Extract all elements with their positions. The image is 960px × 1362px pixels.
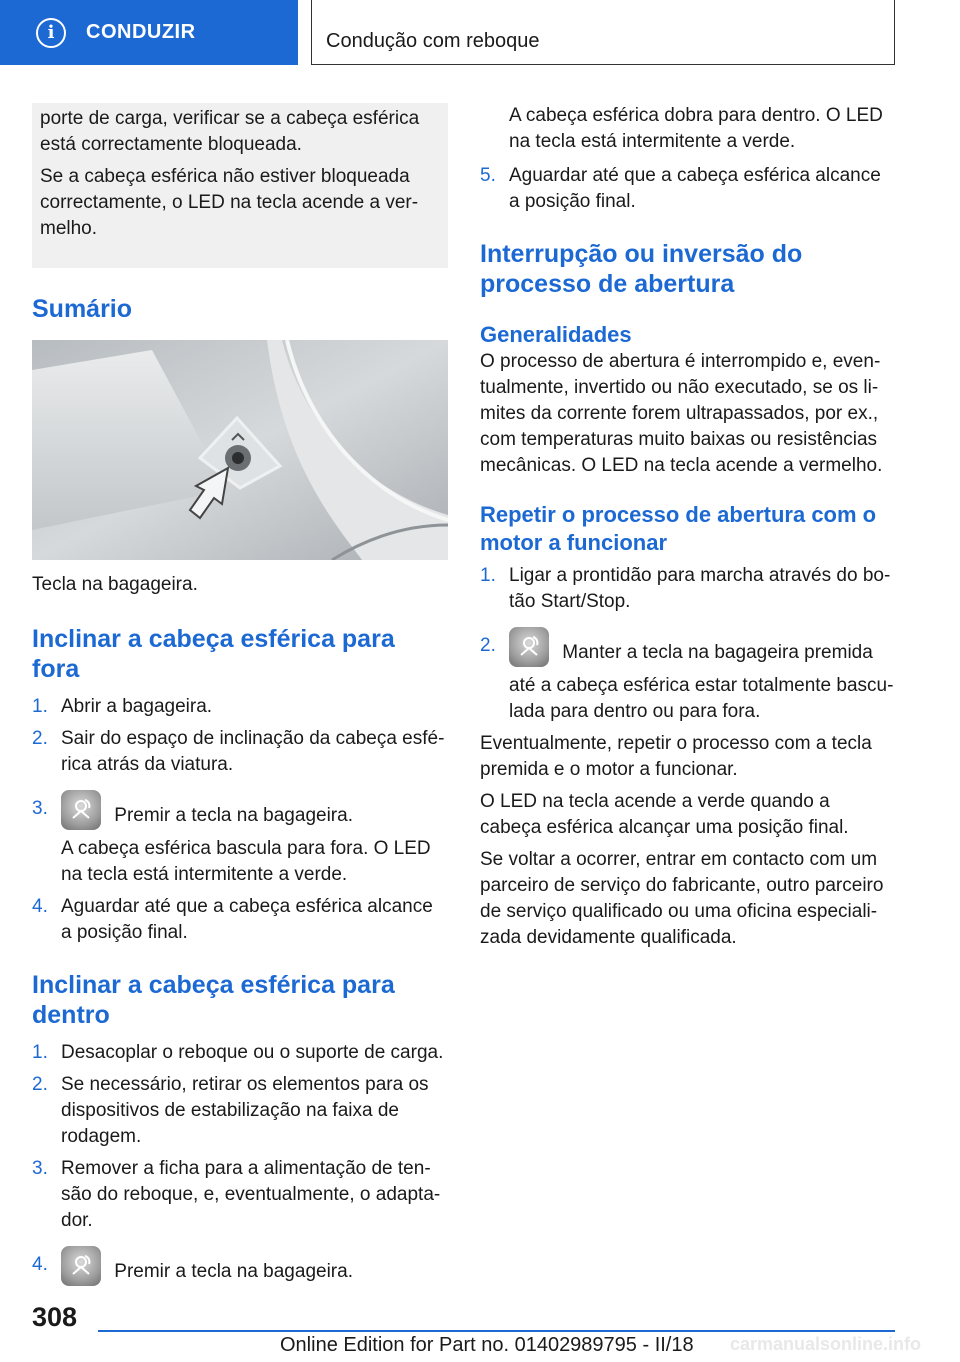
- edition-text: Online Edition for Part no. 01402989795 - II/18: [280, 1334, 694, 1356]
- list-item: 4. Premir a tecla na bagageira.: [32, 1252, 448, 1292]
- section-tab[interactable]: [0, 0, 298, 65]
- fold-out-heading: Inclinar a cabeça esférica para fora: [32, 625, 395, 683]
- page-number: 308: [32, 1302, 78, 1332]
- ball-head-button-icon: [509, 627, 549, 667]
- left-column: [32, 103, 448, 1298]
- trunk-button-illustration: [32, 340, 448, 560]
- trunk-button-photo: [32, 340, 448, 560]
- list-item: 2. Se necessário, retirar os elementos para os dispositivos de estabilização na faixa de rodagem.: [32, 1074, 429, 1147]
- paragraph: Se voltar a ocorrer, entrar em contacto com um parceiro de serviço do fabricante, outro parceiro de serviço qualificado ou uma oficina especializada devidamente qualificada.: [480, 849, 884, 948]
- summary-heading: Sumário: [32, 295, 133, 323]
- fold-in-heading: Inclinar a cabeça esférica para dentro: [32, 971, 395, 1029]
- list-item: 3. Premir a tecla na bagageira. A cabeça esférica bascula para fora. O LED na tecla está intermitente a verde.: [32, 796, 448, 888]
- fold-in-steps: [32, 1040, 448, 1292]
- paragraph: O LED na tecla acende a verde quando a cabeça esférica alcançar uma posição final.: [480, 791, 849, 838]
- repeat-steps: [480, 563, 896, 725]
- list-item: 4. Aguardar até que a cabeça esférica alcance a posição final.: [32, 896, 433, 943]
- repeat-heading: Repetir o processo de abertura com o motor a funcionar: [480, 502, 877, 555]
- ball-head-button-icon: [61, 1246, 101, 1286]
- paragraph: Eventualmente, repetir o processo com a tecla premida e o motor a funcionar.: [480, 733, 872, 780]
- list-item: 1. Abrir a bagageira.: [32, 696, 213, 717]
- general-text: O processo de abertura é interrompido e, eventualmente, invertido ou não executado, se os limites da corrente forem ultrapassados, por ex., com temperaturas muito baixas ou resistências mecânicas. O LED na tecla acende a vermelho.: [480, 351, 883, 476]
- list-item: 2. Sair do espaço de inclinação da cabeça esférica atrás da viatura.: [32, 728, 445, 775]
- continuation-text: A cabeça esférica dobra para dentro. O LED na tecla está intermitente a verde.: [509, 105, 883, 152]
- header-title-box: [311, 0, 895, 65]
- page-title: Condução com reboque: [326, 30, 540, 52]
- image-caption: Tecla na bagageira.: [32, 574, 198, 595]
- footer-divider: [98, 1330, 895, 1332]
- right-column: [480, 103, 896, 951]
- note-box: [32, 103, 448, 268]
- section-label: CONDUZIR: [86, 21, 196, 43]
- info-icon: i: [36, 18, 66, 48]
- list-item: 3. Remover a ficha para a alimentação de tensão do reboque, e, eventualmente, o adaptador.: [32, 1158, 441, 1231]
- list-item: 5. Aguardar até que a cabeça esférica alcance a posição final.: [480, 165, 881, 212]
- list-item: 1. Desacoplar o reboque ou o suporte de carga.: [32, 1042, 444, 1063]
- fold-in-steps-continued: [480, 163, 896, 215]
- interrupt-heading: Interrupção ou inversão do processo de abertura: [480, 240, 803, 298]
- general-heading: Generalidades: [480, 322, 632, 347]
- note-text: Se a cabeça esférica não estiver bloqueada correctamente, o LED na tecla acende a vermelho.: [40, 166, 419, 239]
- note-text: porte de carga, verificar se a cabeça esférica está correctamente bloqueada.: [40, 108, 420, 155]
- list-item: 1. Ligar a prontidão para marcha através do botão Start/Stop.: [480, 565, 891, 612]
- watermark: carmanualsonline.info: [730, 1334, 922, 1354]
- list-item: 2. Manter a tecla na bagageira premida até a cabeça esférica estar totalmente basculada para dentro ou para fora.: [480, 633, 896, 725]
- ball-head-button-icon: [61, 790, 101, 830]
- fold-out-steps: [32, 694, 448, 946]
